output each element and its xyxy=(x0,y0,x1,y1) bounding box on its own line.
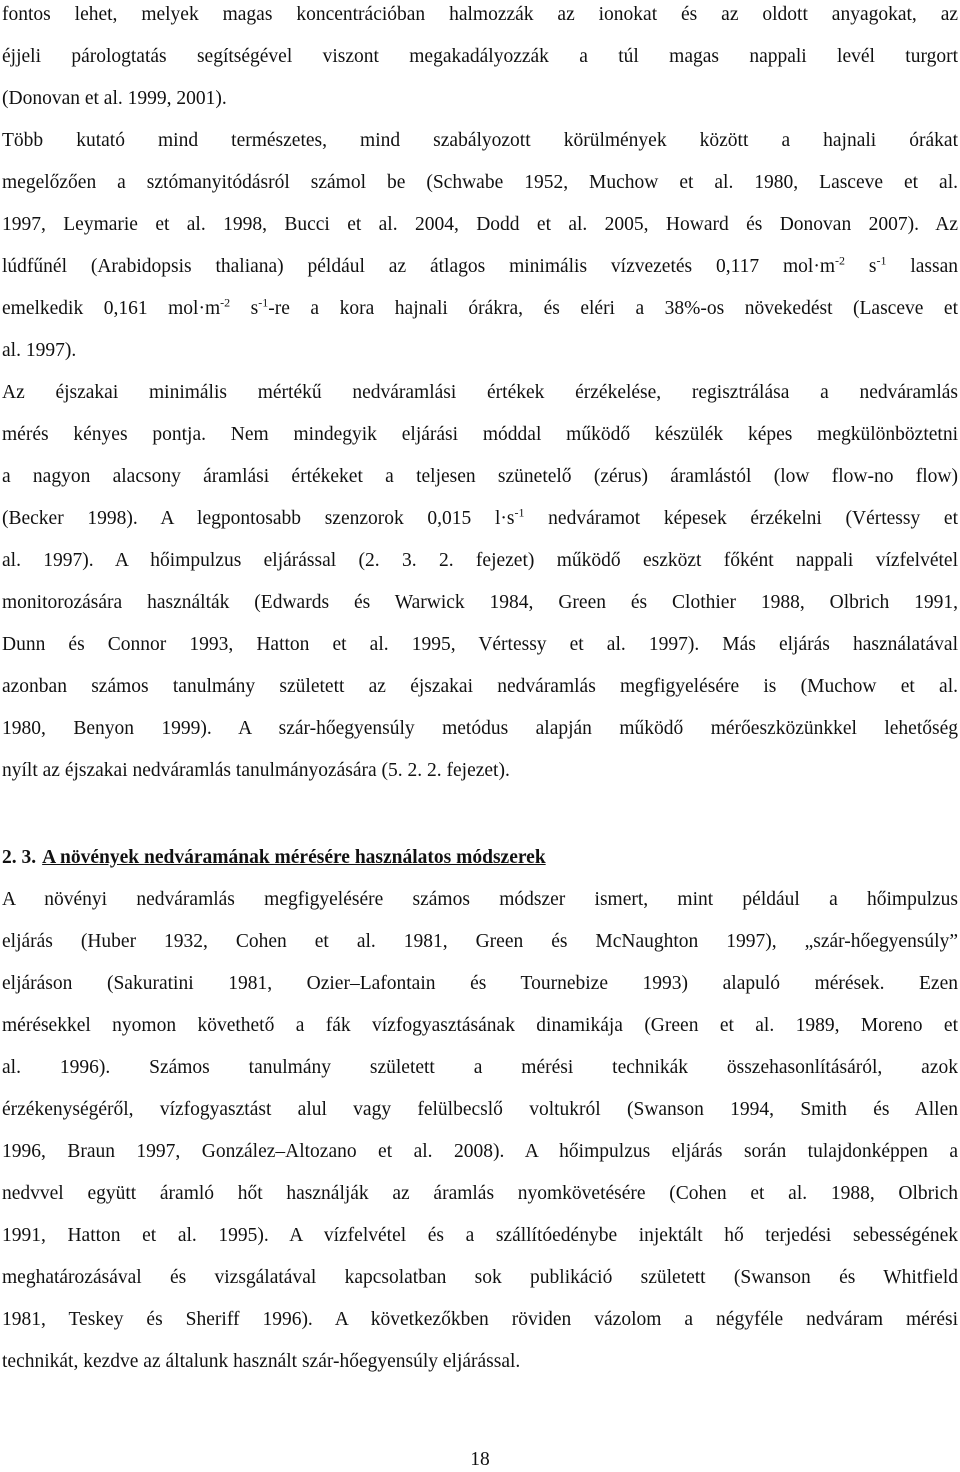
section-number: 2. 3. xyxy=(2,847,37,868)
text-line: fontos lehet, melyek magas koncentrációban halmozzák az ionokat és az oldott anyagokat, az xyxy=(2,4,958,25)
text-line: a nagyon alacsony áramlási értékeket a teljesen szünetelő (zérus) áramlástól (low flow-no flow) xyxy=(2,466,958,487)
superscript: -1 xyxy=(258,295,269,310)
text-line: 1997, Leymarie et al. 1998, Bucci et al. 2004, Dodd et al. 2005, Howard és Donovan 2007). Az xyxy=(2,214,958,235)
text-span: (Becker 1998). A legpontosabb szenzorok 0,015 l·s xyxy=(2,508,515,529)
text-line: 1991, Hatton et al. 1995). A vízfelvétel és a szállítóedénybe injektált hő terjedési sebességének xyxy=(2,1225,958,1246)
text-line: azonban számos tanulmány született az éjszakai nedváramlás megfigyelésére is (Muchow et al. xyxy=(2,676,958,697)
text-span: -re a kora hajnali órákra, és eléri a 38%-os növekedést (Lasceve et xyxy=(268,298,958,319)
text-span: lúdfűnél (Arabidopsis thaliana) például az átlagos minimális vízvezetés 0,117 mol·m xyxy=(2,256,836,277)
text-line: al. 1996). Számos tanulmány született a mérési technikák összehasonlításáról, azok xyxy=(2,1057,958,1078)
text-line: Az éjszakai minimális mértékű nedváramlási értékek érzékelése, regisztrálása a nedváramlás xyxy=(2,382,958,403)
text-line xyxy=(2,507,958,531)
text-line: nedvvel együtt áramló hőt használják az áramlás nyomkövetésére (Cohen et al. 1988, Olbrich xyxy=(2,1183,958,1204)
text-line: 1996, Braun 1997, González–Altozano et al. 2008). A hőimpulzus eljárás során tulajdonképpen a xyxy=(2,1141,958,1162)
text-line: (Donovan et al. 1999, 2001). xyxy=(2,88,227,109)
text-line: éjjeli párologtatás segítségével viszont megakadályozzák a túl magas nappali levél turgort xyxy=(2,46,958,67)
text-line: meghatározásával és vizsgálatával kapcsolatban sok publikáció született (Swanson és Whitfield xyxy=(2,1267,958,1288)
text-span: s xyxy=(845,256,877,277)
text-line: érzékenységéről, vízfogyasztást alul vagy felülbecslő voltukról (Swanson 1994, Smith és Allen xyxy=(2,1099,958,1120)
superscript: -2 xyxy=(220,295,231,310)
text-line: al. 1997). xyxy=(2,340,77,361)
text-line: megelőzően a sztómanyitódásról számol be (Schwabe 1952, Muchow et al. 1980, Lasceve et al. xyxy=(2,172,958,193)
text-line: 1981, Teskey és Sheriff 1996). A következőkben röviden vázolom a négyféle nedváram mérési xyxy=(2,1309,958,1330)
superscript: -2 xyxy=(835,253,846,268)
text-line: technikát, kezdve az általunk használt szár-hőegyensúly eljárással. xyxy=(2,1351,521,1372)
text-line: 1980, Benyon 1999). A szár-hőegyensúly metódus alapján működő mérőeszközünkkel lehetőség xyxy=(2,718,958,739)
text-line: nyílt az éjszakai nedváramlás tanulmányozására (5. 2. 2. fejezet). xyxy=(2,760,510,781)
text-line: monitorozására használták (Edwards és Warwick 1984, Green és Clothier 1988, Olbrich 1991, xyxy=(2,592,958,613)
text-line: eljáráson (Sakuratini 1981, Ozier–Lafontain és Tournebize 1993) alapuló mérések. Ezen xyxy=(2,973,958,994)
text-line: Dunn és Connor 1993, Hatton et al. 1995, Vértessy et al. 1997). Más eljárás használatával xyxy=(2,634,958,655)
text-line: mérésekkel nyomon követhető a fák vízfogyasztásának dinamikája (Green et al. 1989, Moreno et xyxy=(2,1015,958,1036)
text-line xyxy=(2,255,958,279)
section-title: A növények nedváramának mérésére használatos módszerek xyxy=(42,847,546,868)
text-line xyxy=(2,297,958,321)
text-span: lassan xyxy=(886,256,959,277)
page-number: 18 xyxy=(470,1449,490,1470)
text-line: al. 1997). A hőimpulzus eljárással (2. 3. 2. fejezet) működő eszközt főként nappali vízfelvétel xyxy=(2,550,958,571)
text-line: A növényi nedváramlás megfigyelésére számos módszer ismert, mint például a hőimpulzus xyxy=(2,889,958,910)
text-span: emelkedik 0,161 mol·m xyxy=(2,298,221,319)
text-span: nedváramot képesek érzékelni (Vértessy et xyxy=(524,508,958,529)
section-heading xyxy=(2,846,546,870)
text-line: eljárás (Huber 1932, Cohen et al. 1981, Green és McNaughton 1997), „szár-hőegyensúly” xyxy=(2,931,958,952)
superscript: -1 xyxy=(514,505,525,520)
text-span: s xyxy=(230,298,259,319)
text-line: mérés kényes pontja. Nem mindegyik eljárási móddal működő készülék képes megkülönböztetni xyxy=(2,424,958,445)
text-line: Több kutató mind természetes, mind szabályozott körülmények között a hajnali órákat xyxy=(2,130,958,151)
superscript: -1 xyxy=(876,253,887,268)
